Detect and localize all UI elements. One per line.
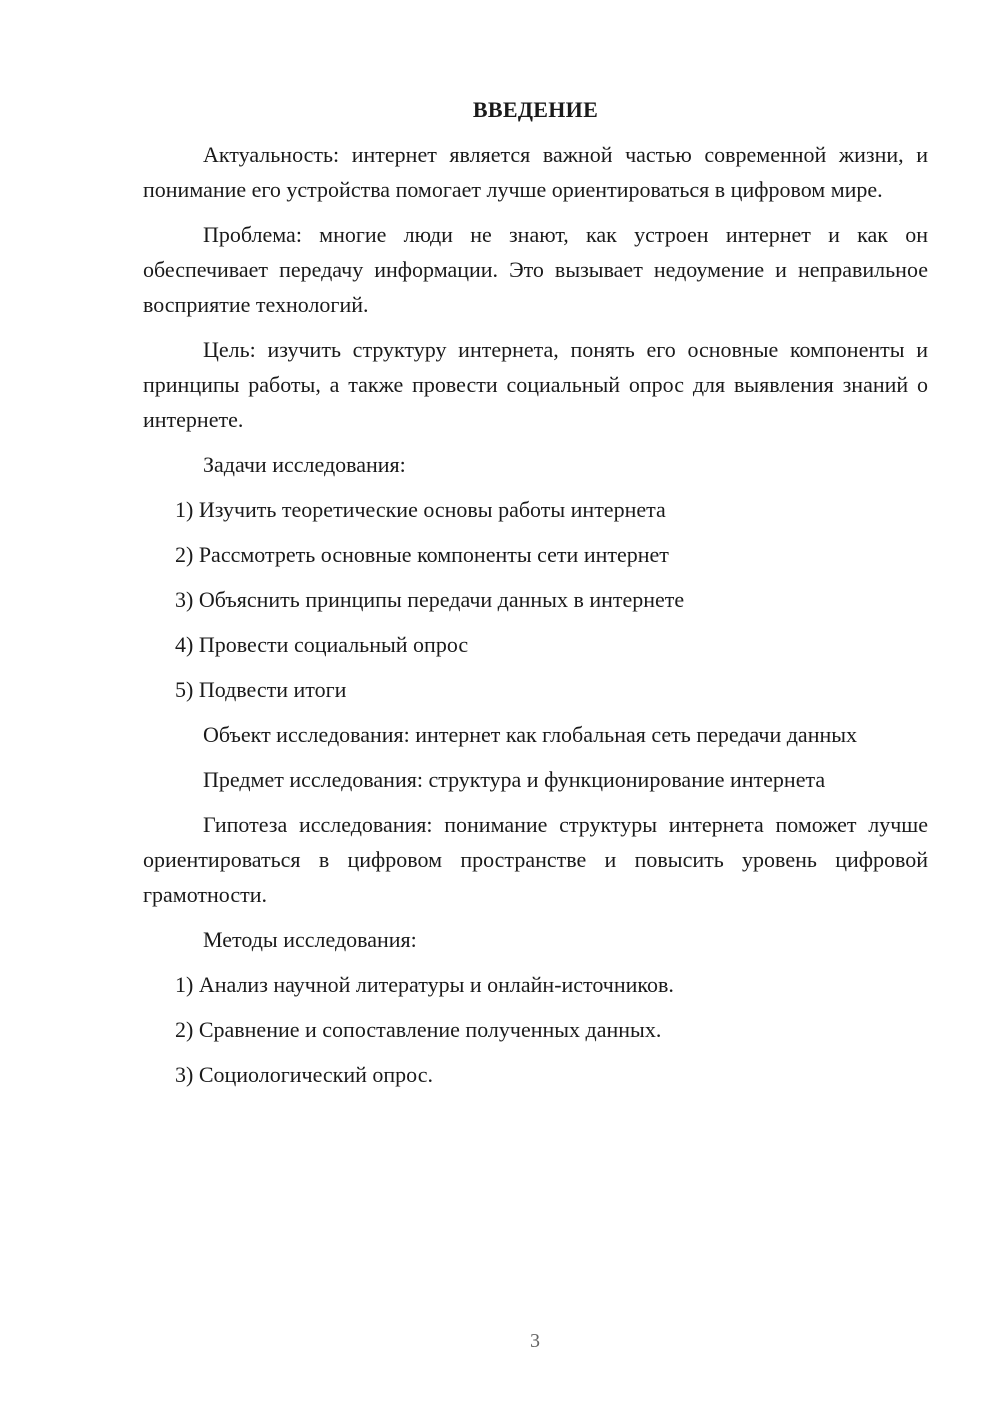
hypothesis-paragraph: Гипотеза исследования: понимание структуры интернета поможет лучше ориентироваться в цифровом пространстве и повысить уровень цифровой грамотности. — [143, 812, 928, 907]
object-paragraph: Объект исследования: интернет как глобальная сеть передачи данных — [203, 722, 858, 747]
tasks-heading: Задачи исследования: — [203, 452, 406, 477]
page-title: ВВЕДЕНИЕ — [472, 97, 599, 122]
list-item: 3) Социологический опрос. — [175, 1062, 433, 1087]
list-item: 1) Анализ научной литературы и онлайн-источников. — [175, 972, 674, 997]
list-item: 2) Рассмотреть основные компоненты сети интернет — [175, 542, 669, 567]
relevance-paragraph: Актуальность: интернет является важной частью современной жизни, и понимание его устройства помогает лучше ориентироваться в цифровом мире. — [143, 142, 928, 202]
list-item: 4) Провести социальный опрос — [175, 632, 469, 657]
methods-list — [143, 967, 928, 1092]
problem-paragraph: Проблема: многие люди не знают, как устроен интернет и как он обеспечивает передачу информации. Это вызывает недоумение и неправильное восприятие технологий. — [143, 222, 928, 317]
tasks-list — [143, 492, 928, 707]
list-item: 1) Изучить теоретические основы работы интернета — [175, 497, 666, 522]
page-number: 3 — [530, 1330, 540, 1352]
goal-paragraph: Цель: изучить структуру интернета, понять его основные компоненты и принципы работы, а также провести социальный опрос для выявления знаний о интернете. — [143, 337, 928, 432]
document-page — [143, 92, 928, 1102]
list-item: 5) Подвести итоги — [175, 677, 347, 702]
methods-heading: Методы исследования: — [203, 927, 417, 952]
list-item: 2) Сравнение и сопоставление полученных данных. — [175, 1017, 662, 1042]
subject-paragraph: Предмет исследования: структура и функционирование интернета — [203, 767, 826, 792]
list-item: 3) Объяснить принципы передачи данных в интернете — [175, 587, 685, 612]
